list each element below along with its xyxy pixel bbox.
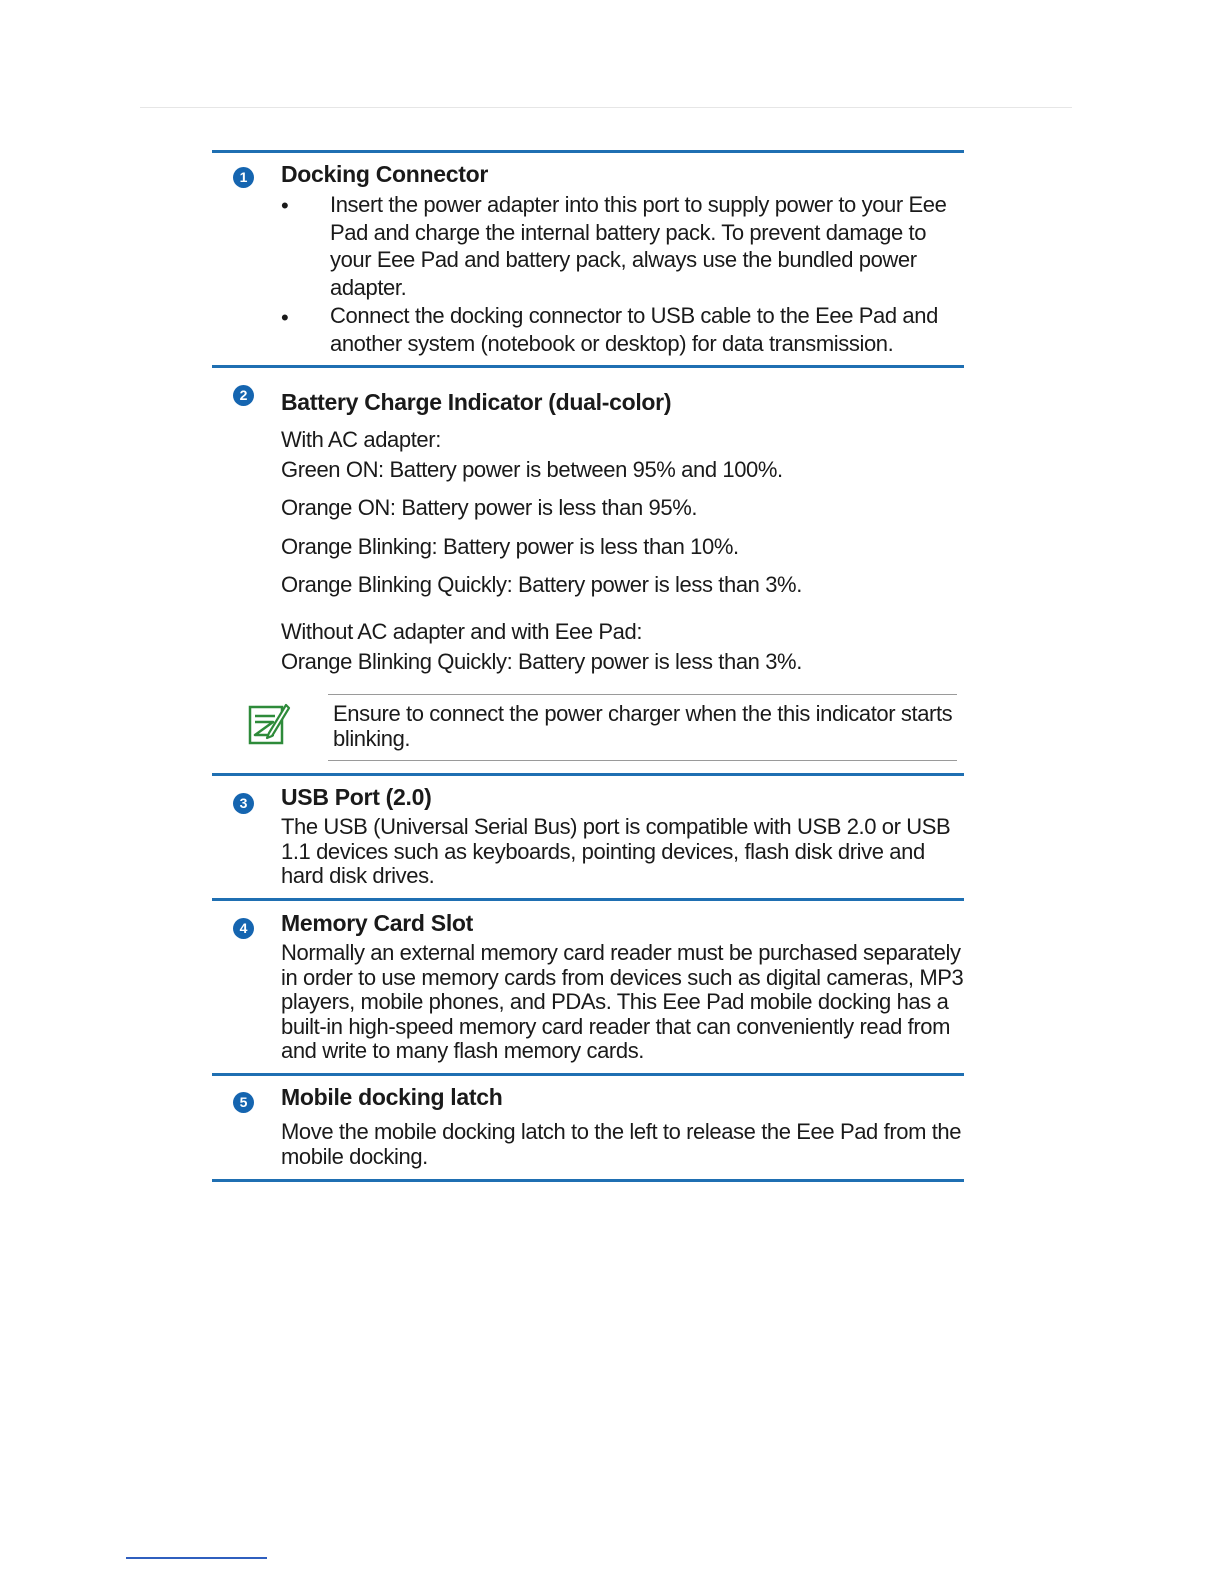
number-5-icon: 5 bbox=[233, 1092, 254, 1113]
section-body: The USB (Universal Serial Bus) port is compatible with USB 2.0 or USB 1.1 devices such as keyboards, pointing devices, flash disk drive and hard disk drives. bbox=[281, 814, 951, 888]
section-title-battery-indicator: Battery Charge Indicator (dual-color) bbox=[281, 389, 672, 415]
indicator-line: Orange Blinking Quickly: Battery power is less than 3%. bbox=[281, 572, 802, 597]
section-divider bbox=[212, 898, 964, 901]
bullet-icon: • bbox=[281, 193, 289, 218]
section-divider bbox=[212, 1073, 964, 1076]
indicator-line: Orange ON: Battery power is less than 95%. bbox=[281, 495, 698, 520]
indicator-line: Without AC adapter and with Eee Pad: bbox=[281, 619, 643, 644]
note-text: Ensure to connect the power charger when the this indicator starts blinking. bbox=[333, 701, 953, 751]
number-3-icon: 3 bbox=[233, 793, 254, 814]
section-title-memory-card-slot: Memory Card Slot bbox=[281, 910, 474, 936]
indicator-line: Orange Blinking Quickly: Battery power is less than 3%. bbox=[281, 649, 802, 674]
section-title-docking-connector: Docking Connector bbox=[281, 161, 489, 187]
header-divider bbox=[140, 107, 1072, 108]
section-divider bbox=[212, 1179, 964, 1182]
section-body: Normally an external memory card reader must be purchased separately in order to use memory cards from devices such as digital cameras, MP3 players, mobile phones, and PDAs. This Eee Pad mobile docking has a built-in high-speed memory card reader that can conveniently read from and write to many flash memory cards. bbox=[281, 940, 964, 1063]
bullet-text: Insert the power adapter into this port to supply power to your Eee Pad and charge the internal battery pack. To prevent damage to your Eee Pad and battery pack, always use the bundled power adapter. bbox=[330, 192, 947, 300]
number-4-icon: 4 bbox=[233, 918, 254, 939]
indicator-line: With AC adapter: bbox=[281, 427, 441, 452]
note-divider bbox=[328, 694, 957, 695]
note-divider bbox=[328, 760, 957, 761]
bullet-icon: • bbox=[281, 305, 289, 330]
indicator-line: Green ON: Battery power is between 95% and 100%. bbox=[281, 457, 783, 482]
section-divider bbox=[212, 150, 964, 153]
section-divider bbox=[212, 773, 964, 776]
number-1-icon: 1 bbox=[233, 167, 254, 188]
footer-rule bbox=[126, 1557, 267, 1559]
bullet-text: Connect the docking connector to USB cable to the Eee Pad and another system (notebook or desktop) for data transmission. bbox=[330, 303, 938, 356]
number-2-icon: 2 bbox=[233, 385, 254, 406]
note-icon bbox=[247, 699, 291, 747]
section-title-usb-port: USB Port (2.0) bbox=[281, 784, 432, 810]
section-title-mobile-docking-latch: Mobile docking latch bbox=[281, 1084, 503, 1110]
section-body: Move the mobile docking latch to the left to release the Eee Pad from the mobile docking. bbox=[281, 1119, 962, 1169]
indicator-line: Orange Blinking: Battery power is less than 10%. bbox=[281, 534, 739, 559]
section-divider bbox=[212, 365, 964, 368]
